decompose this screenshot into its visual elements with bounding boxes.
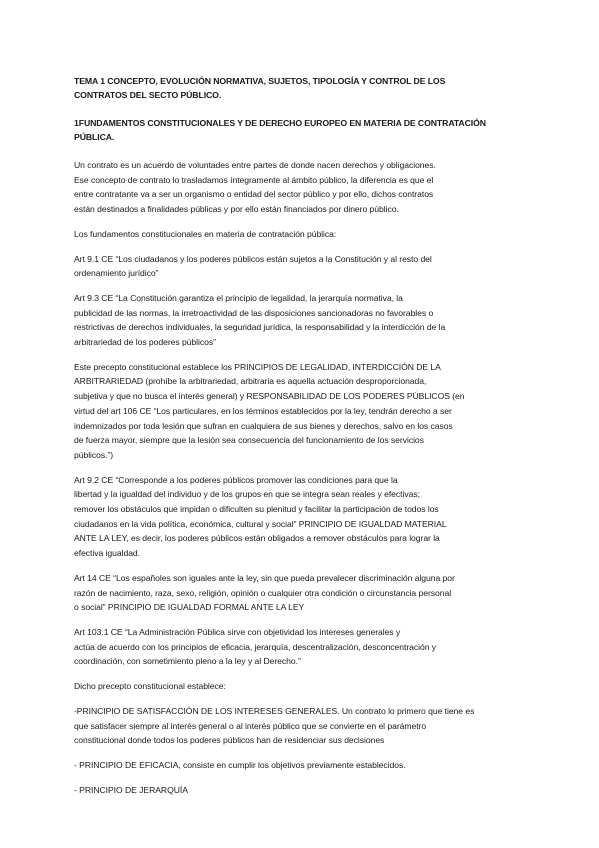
paragraph-line: publicidad de las normas, la irretroactividad de las disposiciones sancionadoras no favorables o <box>74 307 434 318</box>
paragraph-line: Dicho precepto constitucional establece: <box>74 681 226 692</box>
paragraph <box>74 679 529 694</box>
heading-title <box>74 74 529 102</box>
paragraph-line: ordenamiento jurídico” <box>74 268 159 279</box>
paragraph-line: virtud del art 106 CE “Los particulares, en los términos establecidos por la ley, tendrán derecho a ser <box>74 405 452 416</box>
paragraph-line: actúa de acuerdo con los principios de eficacia, jerarquía, descentralización, desconcentración y <box>74 641 437 652</box>
paragraph-line: o social” PRINCIPIO DE IGUALDAD FORMAL ANTE LA LEY <box>74 602 305 613</box>
paragraph <box>74 704 529 748</box>
body-text <box>74 158 529 797</box>
paragraph-line: públicos.”) <box>74 449 114 460</box>
heading-line: 1FUNDAMENTOS CONSTITUCIONALES Y DE DERECHO EUROPEO EN MATERIA DE CONTRATACIÓN <box>74 118 486 128</box>
paragraph-line: restrictivas de derechos individuales, la seguridad jurídica, la responsabilidad y la interdicción de la <box>74 322 446 333</box>
paragraph-line: - PRINCIPIO DE JERARQUÍA <box>74 784 188 795</box>
paragraph-line: - PRINCIPIO DE EFICACIA, consiste en cumplir los objetivos previamente establecidos. <box>74 759 406 770</box>
paragraph-line: Art 14 CE “Los españoles son iguales ante la ley, sin que pueda prevalecer discriminación alguna por <box>74 572 455 583</box>
paragraph-line: razón de nacimiento, raza, sexo, religión, opinión o cualquier otra condición o circunstancia personal <box>74 587 452 598</box>
paragraph <box>74 158 529 217</box>
paragraph-line: coordinación, con sometimiento pleno a la ley y al Derecho.” <box>74 656 301 667</box>
paragraph <box>74 625 529 669</box>
paragraph <box>74 252 529 281</box>
paragraph <box>74 571 529 615</box>
paragraph-line: libertad y la igualdad del individuo y de los grupos en que se integra sean reales y efectivas; <box>74 489 420 500</box>
paragraph-line: constitucional donde todos los poderes públicos han de residenciar sus decisiones <box>74 735 385 746</box>
paragraph-line: ANTE LA LEY, es decir, los poderes públicos están obligados a remover obstáculos para lograr la <box>74 533 440 544</box>
paragraph-line: arbitrariedad de los poderes públicos” <box>74 337 216 348</box>
paragraph-line: -PRINCIPIO DE SATISFACCIÓN DE LOS INTERESES GENERALES. Un contrato lo primero que tiene es <box>74 705 475 716</box>
paragraph-line: ARBITRARIEDAD (prohíbe la arbitrariedad, arbitraria es aquella actuación desproporcionada, <box>74 376 427 387</box>
paragraph-line: Art 103.1 CE “La Administración Pública sirve con objetividad los intereses generales y <box>74 626 401 637</box>
paragraph-line: Art 9.3 CE “La Constitución garantiza el principio de legalidad, la jerarquía normativa, la <box>74 292 403 303</box>
paragraph-line: ciudadanos en la vida política, económica, cultural y social” PRINCIPIO DE IGUALDAD MATERIAL <box>74 518 447 529</box>
paragraph-line: Art 9.1 CE “Los ciudadanos y los poderes públicos están sujetos a la Constitución y al resto del <box>74 253 432 264</box>
paragraph-line: efectiva igualdad. <box>74 548 140 559</box>
heading-line: PÚBLICA. <box>74 132 115 142</box>
paragraph-line: Los fundamentos constitucionales en materia de contratación pública: <box>74 228 337 239</box>
paragraph-line: subjetiva y que no busca el interés general) y RESPONSABILIDAD DE LOS PODERES PÚBLICOS (en <box>74 391 465 402</box>
paragraph <box>74 473 529 561</box>
heading-line: TEMA 1 CONCEPTO, EVOLUCIÓN NORMATIVA, SUJETOS, TIPOLOGÍA Y CONTROL DE LOS <box>74 76 446 86</box>
heading-section <box>74 116 529 144</box>
paragraph-line: que satisfacer siempre al interés general o al interés público que se convierte en el parámetro <box>74 720 427 731</box>
paragraph-line: Este precepto constitucional establece los PRINCIPIOS DE LEGALIDAD, INTERDICCIÓN DE LA <box>74 361 441 372</box>
paragraph <box>74 360 529 463</box>
paragraph <box>74 758 529 773</box>
paragraph-line: Un contrato es un acuerdo de voluntades entre partes de donde nacen derechos y obligaciones. <box>74 160 436 170</box>
paragraph <box>74 783 529 798</box>
paragraph-line: indemnizados por toda lesión que sufran en cualquiera de sus bienes y derechos, salvo en los casos <box>74 420 453 431</box>
paragraph-line: están destinados a finalidades públicas y por ello están financiados por dinero público. <box>74 204 399 215</box>
paragraph-line: Art 9.2 CE “Corresponde a los poderes públicos promover las condiciones para que la <box>74 474 398 485</box>
paragraph-line: de fuerza mayor, siempre que la lesión sea consecuencia del funcionamiento de los servicios <box>74 435 424 446</box>
heading-line: CONTRATOS DEL SECTO PÚBLICO. <box>74 90 222 100</box>
paragraph-line: remover los obstáculos que impidan o dificulten su plenitud y facilitar la participación de todos los <box>74 504 439 515</box>
paragraph <box>74 291 529 350</box>
paragraph-line: entre contratante va a ser un organismo o entidad del sector público y por ello, dichos contratos <box>74 189 434 200</box>
paragraph-line: Ese concepto de contrato lo trasladamos íntegramente al ámbito público, la diferencia es que el <box>74 174 434 185</box>
paragraph <box>74 227 529 242</box>
